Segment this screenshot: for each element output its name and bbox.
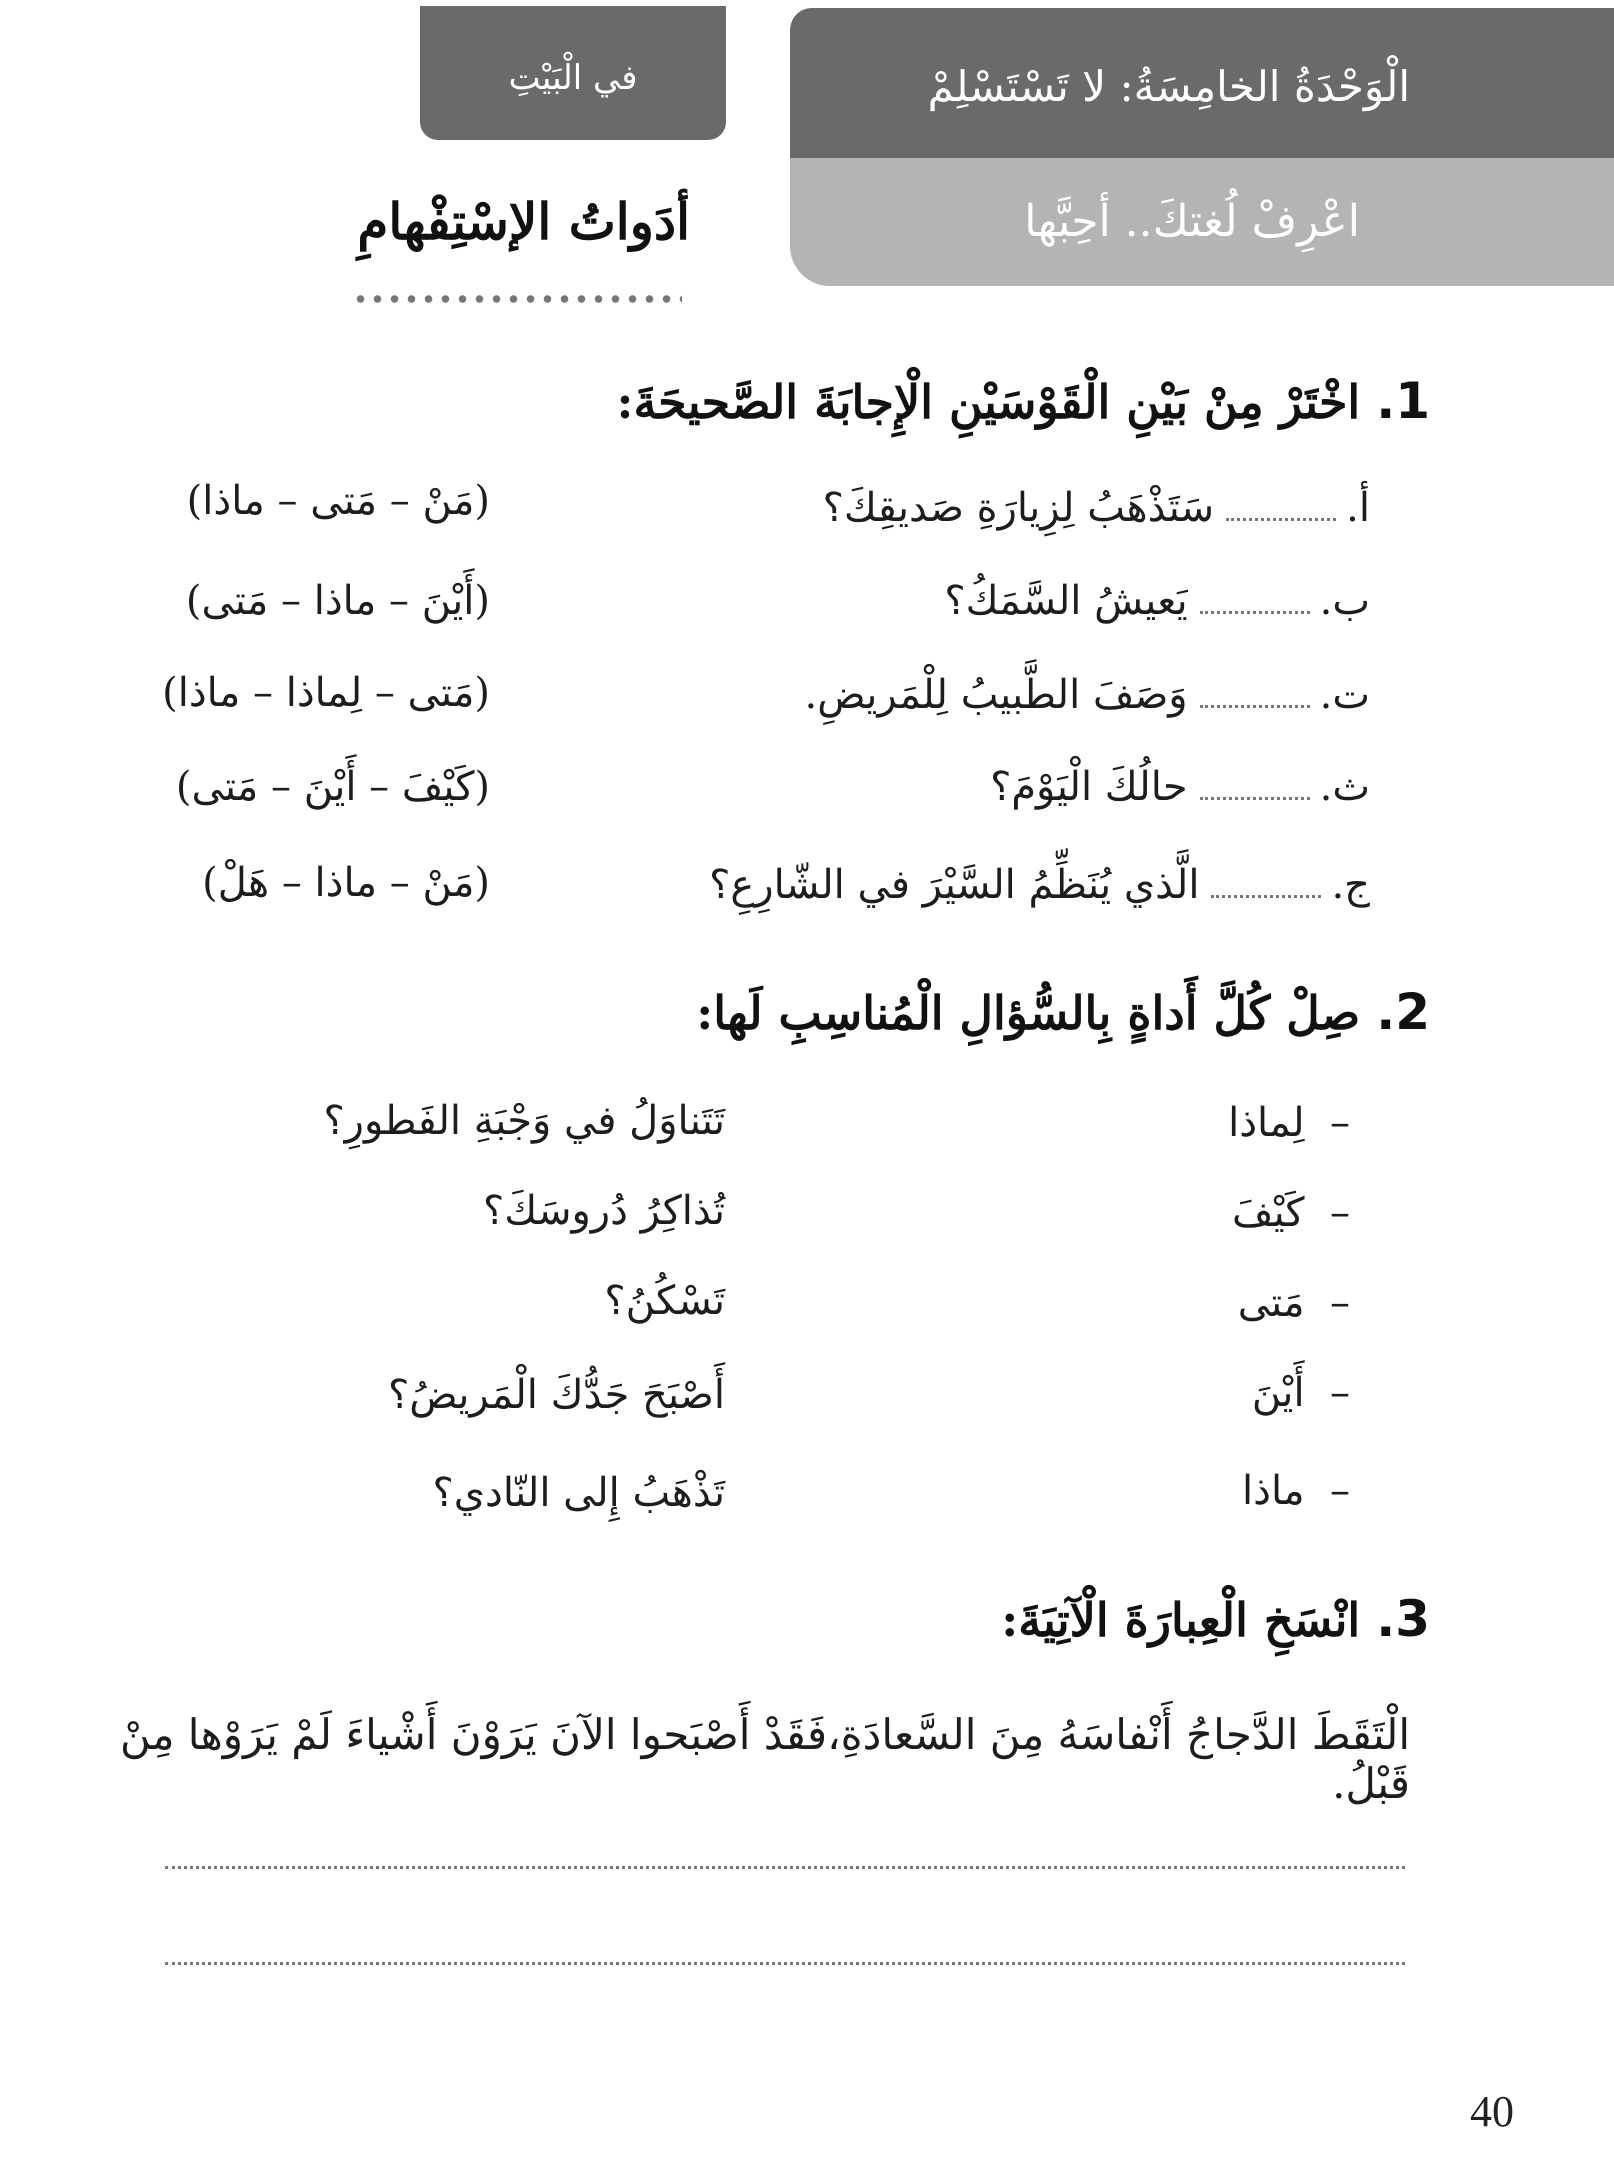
tool-label: أَيْنَ: [1251, 1370, 1305, 1416]
item-sentence: وَصَفَ الطَّبيبُ لِلْمَريضِ.: [804, 672, 1188, 718]
q1-choices-b: (أَيْنَ – ماذا – مَتى): [185, 578, 490, 624]
tool-item[interactable]: [1050, 1468, 1350, 1514]
item-letter: ث.: [1319, 764, 1370, 810]
writing-line[interactable]: [165, 1962, 1405, 1965]
tool-item[interactable]: [1050, 1280, 1350, 1326]
tool-item[interactable]: [1050, 1100, 1350, 1146]
item-letter: ت.: [1319, 672, 1370, 718]
q1-instruction: اخْتَرْ مِنْ بَيْنِ الْقَوْسَيْنِ الْإِجابَةَ الصَّحيحَةَ:: [616, 375, 1361, 429]
q3-heading: [600, 1590, 1430, 1648]
answer-blank[interactable]: [1200, 611, 1310, 614]
page-number: 40: [1470, 2087, 1514, 2136]
answer-blank[interactable]: [1226, 518, 1336, 521]
unit-title: الْوَحْدَةُ الخامِسَةُ: لا تَسْتَسْلِمْ: [927, 62, 1410, 111]
item-letter: أ.: [1346, 485, 1370, 531]
dash: –: [1330, 1100, 1350, 1146]
lesson-title: أدَواتُ الإسْتِفْهامِ: [357, 192, 690, 251]
q1-heading: [600, 372, 1430, 430]
question-item[interactable]: تُذاكِرُ دُروسَكَ؟: [483, 1188, 725, 1234]
q3-copy-text: الْتَقَطَ الدَّجاجُ أَنْفاسَهُ مِنَ السَّعادَةِ،فَقَدْ أَصْبَحوا الآنَ يَرَوْنَ أَشْياءَ لَمْ يَرَوْها مِنْ قَبْلُ.: [119, 1710, 1410, 1808]
question-item[interactable]: تَذْهَبُ إِلى النّادي؟: [432, 1470, 725, 1516]
dash: –: [1330, 1190, 1350, 1236]
answer-blank[interactable]: [1200, 705, 1310, 708]
q1-choices-a: (مَنْ – مَتى – ماذا): [186, 478, 490, 524]
tool-label: ماذا: [1242, 1468, 1305, 1514]
q1-item-e: [600, 862, 1370, 908]
item-letter: ج.: [1331, 862, 1370, 908]
q3-number: 3.: [1376, 1590, 1430, 1648]
q3-instruction: انْسَخِ الْعِبارَةَ الْآتِيَةَ:: [1001, 1593, 1361, 1647]
tool-item[interactable]: [1050, 1370, 1350, 1416]
question-item[interactable]: تَتَناوَلُ في وَجْبَةِ الفَطورِ؟: [323, 1098, 725, 1144]
tool-label: كَيْفَ: [1232, 1190, 1305, 1236]
item-sentence: يَعيشُ السَّمَكُ؟: [944, 578, 1188, 624]
writing-line[interactable]: [165, 1866, 1405, 1869]
home-tab-label: في الْبَيْتِ: [508, 58, 638, 98]
question-item[interactable]: تَسْكُنُ؟: [604, 1278, 725, 1324]
item-sentence: الَّذي يُنَظِّمُ السَّيْرَ في الشّارِعِ؟: [709, 862, 1200, 908]
answer-blank[interactable]: [1211, 895, 1321, 898]
tool-item[interactable]: [1050, 1190, 1350, 1236]
item-letter: ب.: [1319, 578, 1370, 624]
q2-heading: [600, 983, 1430, 1041]
tool-label: لِماذا: [1228, 1100, 1305, 1146]
q1-number: 1.: [1376, 372, 1430, 430]
tool-label: مَتى: [1237, 1280, 1305, 1326]
title-underline-dots: [352, 294, 682, 304]
q1-choices-d: (كَيْفَ – أَيْنَ – مَتى): [175, 764, 490, 810]
q1-item-b: [600, 578, 1370, 624]
question-item[interactable]: أَصْبَحَ جَدُّكَ الْمَريضُ؟: [388, 1372, 725, 1418]
item-sentence: حالُكَ الْيَوْمَ؟: [990, 764, 1188, 810]
dash: –: [1330, 1370, 1350, 1416]
item-sentence: سَتَذْهَبُ لِزِيارَةِ صَديقِكَ؟: [822, 485, 1215, 531]
q1-item-d: [600, 764, 1370, 810]
section-title: اعْرِفْ لُغتكَ.. أحِبَّها: [1024, 196, 1360, 247]
dash: –: [1330, 1280, 1350, 1326]
q1-item-a: [600, 485, 1370, 531]
dash: –: [1330, 1468, 1350, 1514]
q1-choices-c: (مَتى – لِماذا – ماذا): [162, 670, 490, 716]
q2-number: 2.: [1376, 983, 1430, 1041]
q1-item-c: [600, 672, 1370, 718]
answer-blank[interactable]: [1200, 797, 1310, 800]
q1-choices-e: (مَنْ – ماذا – هَلْ): [202, 860, 490, 906]
q2-instruction: صِلْ كُلَّ أَداةٍ بِالسُّؤالِ الْمُناسِبِ لَها:: [696, 986, 1361, 1040]
